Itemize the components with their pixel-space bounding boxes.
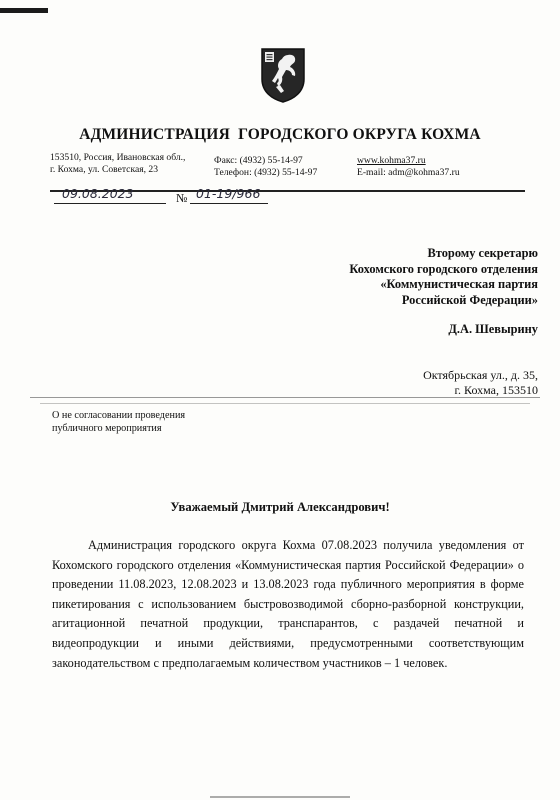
scan-bottom-mark bbox=[210, 796, 350, 798]
recipient-address-line-2: г. Кохма, 153510 bbox=[454, 383, 538, 397]
registration-date: 09.08.2023 bbox=[62, 186, 134, 201]
scan-corner-mark bbox=[0, 8, 48, 13]
organization-web bbox=[357, 155, 460, 179]
registration-number: 01-19/966 bbox=[196, 186, 261, 201]
salutation: Уважаемый Дмитрий Александрович! bbox=[170, 500, 390, 514]
website-link[interactable]: www.kohma37.ru bbox=[357, 155, 426, 166]
organization-title: АДМИНИСТРАЦИЯ ГОРОДСКОГО ОКРУГА КОХМА bbox=[79, 126, 481, 143]
phone-number: Телефон: (4932) 55-14-97 bbox=[214, 167, 318, 178]
email-address[interactable]: E-mail: adm@kohma37.ru bbox=[357, 167, 460, 178]
date-underline bbox=[54, 203, 166, 204]
address-line-2: г. Кохма, ул. Советская, 23 bbox=[50, 164, 159, 175]
recipient-name: Д.А. Шевырину bbox=[448, 322, 538, 336]
fax-number: Факс: (4932) 55-14-97 bbox=[214, 155, 303, 166]
body-paragraph: Администрация городского округа Кохма 07.08.2023 получила уведомления от Кохомского городского отделения «Коммунистическая партия Российской Федерации» о проведении 11.08.2023, 12.08.2023 и 13.08.2023 года публичного мероприятия в форме пикетирования с использованием быстровозводимой сборно-разборной конструкции, агитационной печатной продукции, транспарантов, с раздачей печатной и видеопродукции и иными действиями, предусмотренными соответствующим законодательством с предполагаемым количеством участников – 1 человек. bbox=[52, 538, 524, 670]
scan-divider-line bbox=[30, 397, 540, 398]
recipient-line: «Коммунистическая партия bbox=[380, 277, 538, 291]
subject-line-2: публичного мероприятия bbox=[52, 423, 162, 434]
recipient-line: Российской Федерации» bbox=[401, 292, 538, 307]
recipient-line: Кохомского городского отделения bbox=[349, 261, 538, 276]
letter-subject bbox=[52, 409, 185, 435]
recipient-block bbox=[349, 246, 538, 308]
number-underline bbox=[190, 203, 268, 204]
scan-divider-line bbox=[40, 403, 530, 404]
recipient-line: Второму секретарю bbox=[427, 246, 538, 260]
number-sign: № bbox=[176, 191, 188, 205]
subject-line-1: О не согласовании проведения bbox=[52, 410, 186, 421]
organization-contacts bbox=[214, 155, 317, 179]
recipient-address bbox=[423, 368, 538, 398]
address-line-1: 153510, Россия, Ивановская обл., bbox=[50, 152, 186, 163]
organization-address bbox=[50, 152, 185, 176]
coat-of-arms-icon bbox=[258, 45, 308, 103]
recipient-address-line-1: Октябрьская ул., д. 35, bbox=[423, 368, 538, 382]
letter-body bbox=[52, 536, 524, 673]
